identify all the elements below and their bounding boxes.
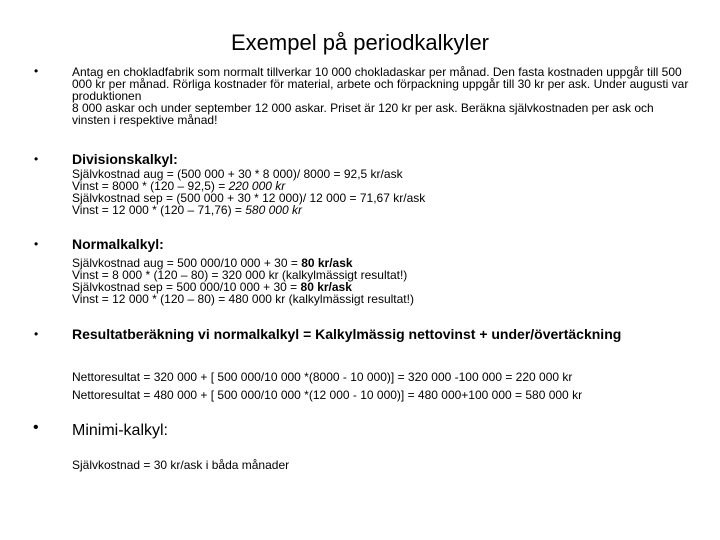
division-line-4-text: Vinst = 12 000 * (120 – 71,76) =: [72, 203, 246, 217]
result-line-2: Nettoresultat = 480 000 + [ 500 000/10 000 *(12 000 - 10 000)] = 480 000+100 000 = 580 000 kr: [72, 388, 583, 402]
minimi-lines: [72, 459, 692, 471]
division-heading: Divisionskalkyl:: [72, 151, 178, 167]
normal-cost-aug: 80 kr/ask: [301, 256, 353, 270]
division-line-3: Självkostnad sep = (500 000 + 30 * 12 000)/ 12 000 = 71,67 kr/ask: [72, 191, 426, 205]
division-line-4: [72, 204, 692, 216]
normal-cost-sep: 80 kr/ask: [300, 280, 352, 294]
result-heading: Resultatberäkning vi normalkalkyl = Kalkylmässig nettovinst + under/övertäckning: [72, 326, 622, 342]
bullet-marker: •: [34, 327, 39, 341]
result-lines: [72, 368, 692, 404]
normal-line-3-text: Självkostnad sep = 500 000/10 000 + 30 =: [72, 280, 301, 294]
division-lines: [72, 168, 692, 216]
division-profit-sep: 580 000 kr: [245, 203, 302, 217]
minimi-heading: Minimi-kalkyl:: [72, 422, 168, 439]
bullet-marker: •: [33, 419, 39, 436]
division-profit-aug: 220 000 kr: [228, 179, 286, 193]
bullet-marker: •: [34, 64, 39, 78]
division-line-1: Självkostnad aug = (500 000 + 30 * 8 000)/ 8000 = 92,5 kr/ask: [72, 167, 403, 181]
division-line-2-text: Vinst = 8000 * (120 – 92,5) =: [72, 179, 229, 193]
bullet-marker: •: [34, 152, 39, 166]
bullet-marker: •: [34, 237, 39, 251]
page-title: Exempel på periodkalkyler: [230, 30, 490, 55]
result-line-1: Nettoresultat = 320 000 + [ 500 000/10 000 *(8000 - 10 000)] = 320 000 -100 000 = 220 000 kr: [72, 370, 573, 384]
minimi-line-1: Självkostnad = 30 kr/ask i båda månader: [72, 458, 290, 472]
normal-line-1-text: Självkostnad aug = 500 000/10 000 + 30 =: [72, 256, 302, 270]
normal-line-2: Vinst = 8 000 * (120 – 80) = 320 000 kr (kalkylmässigt resultat!): [72, 268, 408, 282]
normal-line-4: Vinst = 12 000 * (120 – 80) = 480 000 kr (kalkylmässigt resultat!): [72, 292, 414, 306]
normal-lines: [72, 257, 692, 305]
normal-heading: Normalkalkyl:: [72, 236, 164, 252]
intro-text: Antag en chokladfabrik som normalt tillverkar 10 000 chokladaskar per månad. Den fasta kostnaden uppgår till 500 000 kr per månad. Rörliga kostnader för material, arbete och förpackning uppgår till 30 kr per ask. Under augusti var produktionen 8 000 askar och under september 12 000 askar. Priset är 120 kr per ask. Beräkna självkostnaden per ask och vinsten i respektive månad!: [72, 65, 689, 127]
